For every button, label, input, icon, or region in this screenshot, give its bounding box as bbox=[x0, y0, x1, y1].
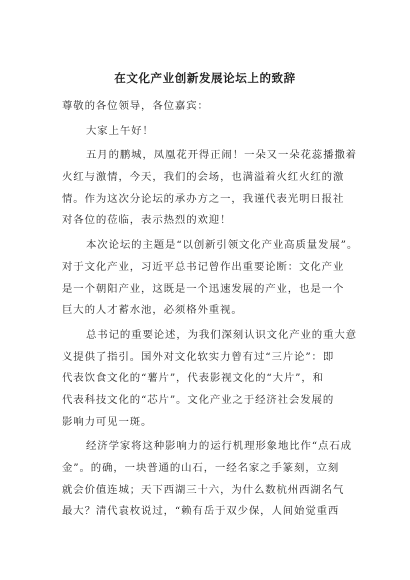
document-body bbox=[62, 96, 359, 523]
paragraph-line: 金”。的确，一块普通的山石，一经名家之手篆刻，立刻 bbox=[62, 462, 340, 474]
paragraph-line: 代表科技文化的“芯片”。文化产业之于经济社会发展的 bbox=[62, 393, 335, 406]
paragraph-line: 火红与激情，今天，我们的会场，也满溢着火红火红的激 bbox=[62, 171, 345, 184]
paragraph-1 bbox=[62, 145, 357, 232]
paragraph-line: 影响力可见一斑。 bbox=[62, 415, 153, 428]
document-title: 在文化产业创新发展论坛上的致辞 bbox=[114, 71, 296, 85]
paragraph-line: 是一个朝阳产业，这既是一个迅速发展的产业，也是一个 bbox=[62, 282, 345, 295]
salutation: 尊敬的各位领导，各位嘉宾： bbox=[62, 100, 209, 112]
paragraph-line: 情。作为这次分论坛的承办方之一，我谨代表光明日报社 bbox=[62, 192, 345, 205]
paragraph-line: 本次论坛的主题是“以创新引领文化产业高质量发展”。 bbox=[86, 239, 359, 252]
paragraph-line: 巨大的人才蓄水池，必须格外重视。 bbox=[62, 304, 243, 317]
paragraph-line: 对于文化产业，习近平总书记曾作出重要论断：文化产业 bbox=[62, 260, 345, 273]
paragraph-line: 就会价值连城；天下西湖三十六，为什么数杭州西湖名气 bbox=[62, 483, 345, 496]
paragraph-line: 总书记的重要论述，为我们深刻认识文化产业的重大意 bbox=[86, 328, 357, 341]
paragraph-line: 代表饮食文化的“薯片”，代表影视文化的“大片”，和 bbox=[62, 372, 324, 385]
paragraph-3 bbox=[62, 325, 357, 433]
paragraph-line: 经济学家将这种影响力的运行机理形象地比作“点石成 bbox=[86, 440, 352, 453]
greeting: 大家上午好！ bbox=[86, 124, 154, 137]
paragraph-line: 最大？清代袁枚说过，“赖有岳于双少保，人间始觉重西 bbox=[62, 505, 340, 518]
paragraph-4 bbox=[62, 436, 353, 523]
paragraph-2 bbox=[62, 235, 359, 322]
paragraph-line: 义提供了指引。国外对文化软实力曾有过“三片论”：即 bbox=[62, 350, 335, 363]
paragraph-line: 对各位的莅临，表示热烈的欢迎！ bbox=[62, 214, 232, 227]
paragraph-line: 五月的鹏城，凤凰花开得正闹！一朵又一朵花蕊播撒着 bbox=[86, 149, 357, 162]
